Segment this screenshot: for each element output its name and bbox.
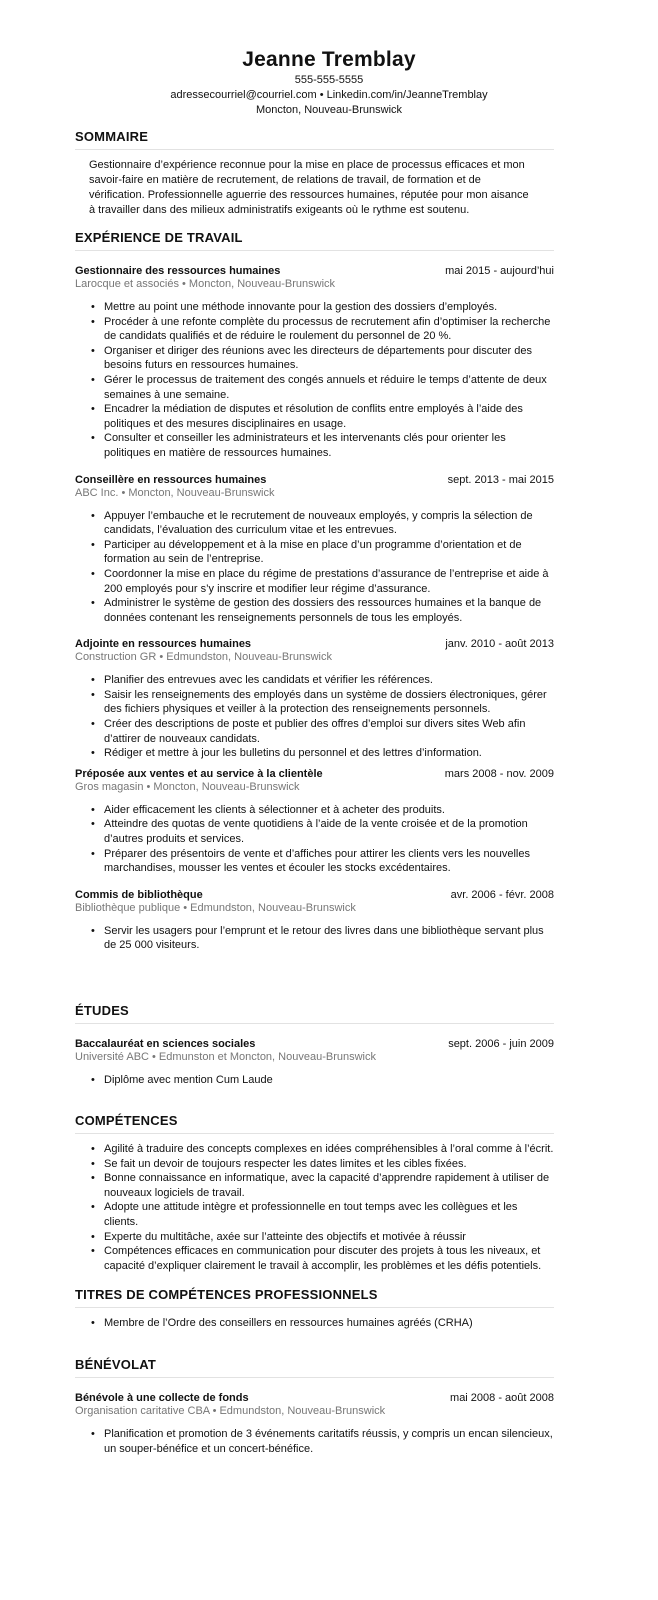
bullet-item: • Compétences efficaces en communication pour discuter des projets à tous les niveaux, et capacité d’expliquer clairement le travail à accomplir, les problèmes et les défis potentiels. bbox=[91, 1244, 554, 1273]
bullet-item: • Participer au développement et à la mise en place d’un programme d’orientation et de formation au sein de l’entreprise. bbox=[91, 538, 554, 567]
job-title: Adjointe en ressources humaines bbox=[75, 638, 252, 651]
volunteer-organization: Organisation caritative CBA • Edmundston, Nouveau-Brunswick bbox=[75, 1405, 386, 1417]
bullet-item: • Procéder à une refonte complète du processus de recrutement afin d’optimiser la recherche de candidats qualifiés et de réduire le roulement du personnel de 20 %. bbox=[91, 315, 554, 344]
bullet-item: • Experte du multitâche, axée sur l’atteinte des objectifs et motivée à réussir bbox=[91, 1230, 554, 1245]
education-bullets bbox=[75, 1073, 554, 1088]
bullet-item: • Planification et promotion de 3 événements caritatifs réussis, y compris un encan silencieux, un souper-bénéfice et un concert-bénéfice. bbox=[91, 1427, 554, 1456]
job-employer: Gros magasin • Moncton, Nouveau-Brunswick bbox=[75, 780, 300, 793]
bullet-item: • Membre de l’Ordre des conseillers en ressources humaines agréés (CRHA) bbox=[91, 1316, 554, 1331]
education-entry bbox=[75, 1037, 554, 1088]
job-date: avr. 2006 - févr. 2008 bbox=[450, 888, 554, 901]
bullet-item: • Agilité à traduire des concepts complexes en idées compréhensibles à l’oral comme à l’écrit. bbox=[91, 1142, 554, 1157]
education-date: sept. 2006 - juin 2009 bbox=[448, 1038, 554, 1050]
section-title: EXPÉRIENCE DE TRAVAIL bbox=[75, 230, 554, 251]
job-date: sept. 2013 - mai 2015 bbox=[447, 473, 554, 486]
job-entry bbox=[75, 473, 554, 626]
section-title: SOMMAIRE bbox=[75, 129, 554, 150]
bullet-item: • Coordonner la mise en place du régime de prestations d’assurance de l’entreprise et aide à 200 employés pour s’y inscrire et modifier leur régime d’assurance. bbox=[91, 567, 554, 596]
section-title: COMPÉTENCES bbox=[75, 1113, 554, 1134]
job-entry bbox=[75, 888, 554, 953]
volunteer-entry bbox=[75, 1391, 554, 1456]
section-title: ÉTUDES bbox=[75, 1003, 554, 1024]
summary-text: Gestionnaire d’expérience reconnue pour la mise en place de processus efficaces et mon savoir-faire en matière de recrutement, de relations de travail, de formation et de vérification. Professionnelle aguerrie des ressources humaines, réputée pour mon aisance à travailler dans des milieux administratifs exigeants où le rythme est soutenu. bbox=[89, 159, 529, 216]
bullet-item: • Planifier des entrevues avec les candidats et vérifier les références. bbox=[91, 673, 554, 688]
bullet-item: • Encadrer la médiation de disputes et résolution de conflits entre employés à l’aide des politiques et des mesures disciplinaires en usage. bbox=[91, 402, 554, 431]
bullet-item: • Préparer des présentoirs de vente et d’affiches pour attirer les clients vers les nouvelles marchandises, mousser les ventes et écouler les stocks excédentaires. bbox=[91, 847, 554, 876]
candidate-name: Jeanne Tremblay bbox=[242, 48, 416, 71]
resume-header bbox=[0, 47, 658, 118]
job-employer: Bibliothèque publique • Edmundston, Nouveau-Brunswick bbox=[75, 901, 356, 914]
bullet-item: • Mettre au point une méthode innovante pour la gestion des dossiers d’employés. bbox=[91, 300, 554, 315]
job-bullets bbox=[75, 924, 554, 953]
skills-bullets bbox=[75, 1142, 554, 1273]
job-title: Commis de bibliothèque bbox=[75, 888, 203, 901]
bullet-item: • Gérer le processus de traitement des congés annuels et réduire le temps d’attente de deux semaines à une semaine. bbox=[91, 373, 554, 402]
job-entry bbox=[75, 637, 554, 761]
job-employer: ABC Inc. • Moncton, Nouveau-Brunswick bbox=[75, 486, 275, 499]
volunteer-date: mai 2008 - août 2008 bbox=[450, 1392, 554, 1404]
job-date: mars 2008 - nov. 2009 bbox=[444, 767, 554, 780]
experience-section bbox=[75, 230, 554, 953]
volunteer-bullets bbox=[75, 1427, 554, 1456]
bullet-item: • Administrer le système de gestion des dossiers des ressources humaines et la banque de données contenant les renseignements personnels de tous les employés. bbox=[91, 596, 554, 625]
bullet-item: • Organiser et diriger des réunions avec les directeurs de départements pour discuter des besoins futurs en ressources humaines. bbox=[91, 344, 554, 373]
job-entry bbox=[75, 767, 554, 876]
job-title: Conseillère en ressources humaines bbox=[75, 473, 267, 486]
education-section bbox=[75, 1003, 554, 1088]
location: Moncton, Nouveau-Brunswick bbox=[255, 104, 403, 116]
bullet-item: • Servir les usagers pour l’emprunt et le retour des livres dans une bibliothèque servant plus de 25 000 visiteurs. bbox=[91, 924, 554, 953]
email-linkedin: adressecourriel@courriel.com • Linkedin.com/in/JeanneTremblay bbox=[170, 89, 488, 101]
job-bullets bbox=[75, 803, 554, 876]
bullet-item: • Adopte une attitude intègre et professionnelle en tout temps avec les collègues et les clients. bbox=[91, 1200, 554, 1229]
job-employer: Larocque et associés • Moncton, Nouveau-Brunswick bbox=[75, 278, 336, 290]
bullet-item: • Se fait un devoir de toujours respecter les dates limites et les cibles fixées. bbox=[91, 1157, 554, 1172]
section-title: TITRES DE COMPÉTENCES PROFESSIONNELS bbox=[75, 1287, 554, 1308]
bullet-item: • Aider efficacement les clients à sélectionner et à acheter des produits. bbox=[91, 803, 554, 818]
job-title: Préposée aux ventes et au service à la clientèle bbox=[75, 767, 323, 780]
skills-section bbox=[75, 1113, 554, 1273]
job-bullets bbox=[75, 509, 554, 626]
bullet-item: • Bonne connaissance en informatique, avec la capacité d’apprendre rapidement à utiliser de nouveaux logiciels de travail. bbox=[91, 1171, 554, 1200]
degree-title: Baccalauréat en sciences sociales bbox=[75, 1038, 256, 1050]
phone-number: 555-555-5555 bbox=[294, 74, 364, 86]
volunteer-title: Bénévole à une collecte de fonds bbox=[75, 1392, 249, 1404]
bullet-item: • Consulter et conseiller les administrateurs et les intervenants clés pour orienter les politiques en matière de ressources humaines. bbox=[91, 431, 554, 460]
job-title: Gestionnaire des ressources humaines bbox=[75, 265, 281, 277]
volunteer-section bbox=[75, 1357, 554, 1456]
job-bullets bbox=[75, 673, 554, 761]
job-entry bbox=[75, 264, 554, 461]
bullet-item: • Diplôme avec mention Cum Laude bbox=[91, 1073, 554, 1088]
bullet-item: • Rédiger et mettre à jour les bulletins du personnel et des lettres d’information. bbox=[91, 746, 554, 761]
section-title: BÉNÉVOLAT bbox=[75, 1357, 554, 1378]
summary-section bbox=[75, 129, 554, 218]
school-name: Université ABC • Edmunston et Moncton, Nouveau-Brunswick bbox=[75, 1051, 376, 1063]
job-date: janv. 2010 - août 2013 bbox=[445, 638, 554, 651]
bullet-item: • Créer des descriptions de poste et publier des offres d’emploi sur divers sites Web afin d’attirer de nouveaux candidats. bbox=[91, 717, 554, 746]
job-date: mai 2015 - aujourd’hui bbox=[445, 265, 554, 277]
job-bullets bbox=[75, 300, 554, 461]
bullet-item: • Atteindre des quotas de vente quotidiens à l’aide de la vente croisée et de la promotion d’autres produits et services. bbox=[91, 817, 554, 846]
certifications-bullets bbox=[75, 1316, 554, 1331]
job-employer: Construction GR • Edmundston, Nouveau-Brunswick bbox=[75, 651, 332, 664]
bullet-item: • Appuyer l’embauche et le recrutement de nouveaux employés, y compris la sélection de candidats, l’évaluation des curriculum vitae et les entrevues. bbox=[91, 509, 554, 538]
bullet-item: • Saisir les renseignements des employés dans un système de dossiers électroniques, gérer des fichiers physiques et veiller à la protection des renseignements personnels. bbox=[91, 688, 554, 717]
certifications-section bbox=[75, 1287, 554, 1331]
